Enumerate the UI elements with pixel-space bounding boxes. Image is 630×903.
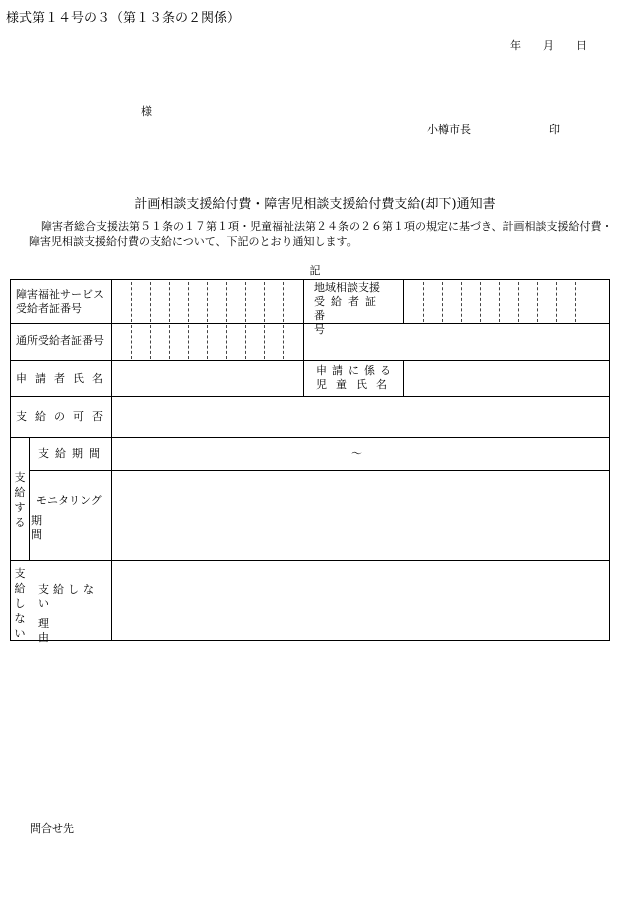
row-divider [11,396,609,397]
digit-separator [556,282,557,322]
regional-cert-label-line1: 地域相談支援 [314,281,380,294]
body-line-2: 障害児相談支援給付費の支給について、下記のとおり通知します。 [29,235,358,248]
digit-separator [245,282,246,322]
notice-table [10,279,610,644]
service-cert-label [16,288,108,316]
digit-separator [150,325,151,359]
row-divider [11,560,609,561]
form-number: 様式第１４号の３（第１３条の２関係） [6,11,241,26]
digit-separator [150,282,151,322]
digit-separator [131,282,132,322]
digit-separator [480,282,481,322]
grant-period-label: 支給期間 [38,447,106,460]
service-cert-label-line2: 受給者証番号 [16,302,82,315]
col-divider [403,360,404,396]
digit-separator [207,282,208,322]
digit-separator [442,282,443,322]
child-name-label [316,364,400,392]
monitoring-label [31,494,109,542]
body-text [29,219,614,249]
grant-period-tilde: ～ [351,447,362,460]
day-cert-label: 通所受給者証番号 [16,334,104,347]
digit-separator [226,325,227,359]
col-divider [403,280,404,323]
contact-label: 問合せ先 [30,822,74,835]
applicant-label: 申請者氏名 [16,372,111,385]
monitoring-label-line2: 期間 [31,514,78,541]
digit-separator [207,325,208,359]
col-divider [111,280,112,640]
approval-label: 支給の可否 [16,410,111,423]
digit-separator [518,282,519,322]
col-divider [303,280,304,360]
col-divider [29,437,30,560]
digit-separator [264,325,265,359]
regional-cert-label-line3: 番号 [314,309,365,336]
digit-separator [226,282,227,322]
row-divider [11,360,609,361]
addressee-suffix: 様 [141,105,152,118]
digit-separator [169,325,170,359]
digit-separator [264,282,265,322]
digit-separator [499,282,500,322]
digit-separator [188,282,189,322]
deny-side-label: 支給しない [14,567,26,640]
regional-cert-label [314,281,398,337]
issuer-name: 小樽市長 [427,123,471,136]
digit-separator [131,325,132,359]
seal-mark: 印 [549,123,560,136]
child-label-line2: 児童氏名 [316,378,396,391]
regional-cert-label-line2: 受給者証 [314,295,382,308]
child-label-line1: 申請に係る [316,364,396,377]
deny-reason-label-line1: 支給しない [38,583,98,610]
date-line [510,37,587,53]
row-divider [11,323,609,324]
col-divider [303,360,304,396]
digit-separator [245,325,246,359]
date-month: 月 [543,39,554,52]
digit-separator [537,282,538,322]
date-year: 年 [510,39,521,52]
body-line-1: 障害者総合支援法第５１条の１７第１項・児童福祉法第２４条の２６第１項の規定に基づき、計画相談支援給付費・ [41,220,613,233]
deny-reason-label [38,583,108,645]
digit-separator [575,282,576,322]
monitoring-label-line1: モニタリング [36,494,102,507]
digit-separator [423,282,424,322]
digit-separator [283,282,284,322]
date-day: 日 [576,39,587,52]
ki-heading: 記 [309,264,321,277]
row-divider [11,437,609,438]
service-cert-label-line1: 障害福祉サービス [16,288,104,301]
digit-separator [461,282,462,322]
digit-separator [283,325,284,359]
deny-reason-label-line2: 理由 [38,617,91,644]
grant-side-label: 支給する [14,471,26,529]
document-title: 計画相談支援給付費・障害児相談支援給付費支給(却下)通知書 [134,197,496,212]
digit-separator [169,282,170,322]
row-divider [29,470,609,471]
digit-separator [188,325,189,359]
